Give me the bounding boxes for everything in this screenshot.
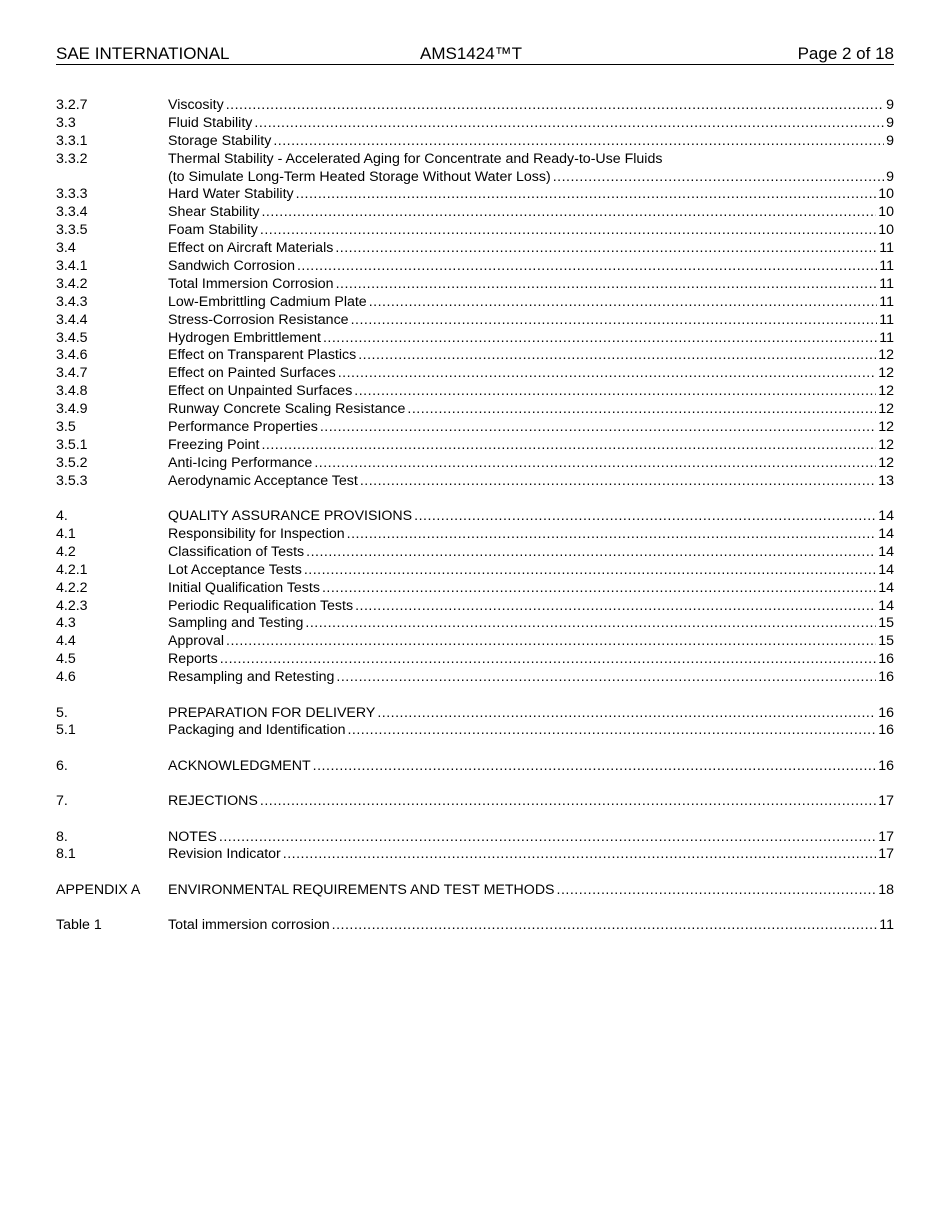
toc-entry[interactable] (56, 186, 894, 204)
toc-entry[interactable] (56, 562, 894, 580)
toc-section-number: 3.4.2 (56, 275, 88, 292)
toc-title: Anti-Icing Performance (168, 454, 313, 471)
toc-title-line (168, 186, 894, 204)
toc-title-line (168, 508, 894, 526)
toc-section-number: 4.2.3 (56, 597, 88, 614)
toc-section-number: 3.4 (56, 240, 76, 257)
toc-section-number: 3.3.2 (56, 150, 88, 167)
dot-leader (336, 276, 878, 294)
toc-entry[interactable] (56, 651, 894, 669)
toc-title-line (168, 347, 894, 365)
toc-section-number: 3.4.7 (56, 365, 88, 382)
toc-entry[interactable] (56, 401, 894, 419)
dot-leader (261, 204, 876, 222)
toc-title-line (168, 419, 894, 437)
dot-leader (305, 615, 876, 633)
org-name: SAE INTERNATIONAL (56, 44, 230, 63)
toc-page-number: 16 (878, 651, 894, 668)
toc-page-number: 15 (878, 615, 894, 632)
toc-title-line (168, 294, 894, 312)
toc-title-line (168, 793, 894, 811)
toc-entry-body (168, 793, 894, 811)
dot-leader (414, 508, 876, 526)
toc-entry[interactable] (56, 204, 894, 222)
dot-leader (332, 917, 878, 935)
toc-title: Approval (168, 633, 224, 650)
toc-title: Fluid Stability (168, 114, 253, 131)
toc-title-line (168, 580, 894, 598)
toc-page-number: 11 (879, 240, 894, 257)
toc-page-number: 11 (879, 258, 894, 275)
toc-entry[interactable] (56, 419, 894, 437)
toc-entry[interactable] (56, 633, 894, 651)
toc-entry-body (168, 633, 894, 651)
toc-page-number: 12 (878, 419, 894, 436)
toc-title: Low-Embrittling Cadmium Plate (168, 293, 367, 310)
toc-entry[interactable] (56, 97, 894, 115)
section-gap (56, 491, 894, 509)
toc-entry-body (168, 401, 894, 419)
dot-leader (358, 347, 876, 365)
toc-entry-body (168, 846, 894, 864)
toc-title-line (168, 829, 894, 847)
toc-entry-body (168, 473, 894, 491)
dot-leader (335, 240, 877, 258)
toc-page-number: 16 (878, 669, 894, 686)
toc-entry[interactable] (56, 669, 894, 687)
toc-section-number: 4.1 (56, 526, 76, 542)
toc-section-number: 3.4.8 (56, 383, 88, 400)
toc-entry[interactable] (56, 437, 894, 455)
toc-entry[interactable] (56, 882, 894, 900)
toc-entry[interactable] (56, 347, 894, 365)
toc-title: PREPARATION FOR DELIVERY (168, 704, 376, 721)
toc-title-line (168, 276, 894, 294)
toc-page-number: 16 (878, 704, 894, 721)
toc-title: Packaging and Identification (168, 722, 346, 739)
toc-page-number: 14 (878, 597, 894, 614)
toc-entry[interactable] (56, 917, 894, 935)
toc-page-number: 9 (886, 114, 894, 131)
section-gap (56, 900, 894, 918)
toc-title-line (168, 651, 894, 669)
toc-entry-body (168, 115, 894, 133)
toc-entry-body (168, 365, 894, 383)
toc-entry-body (168, 186, 894, 204)
toc-title: Revision Indicator (168, 846, 281, 863)
toc-title-line (168, 455, 894, 473)
toc-entry-body (168, 330, 894, 348)
toc-page-number: 12 (878, 383, 894, 400)
toc-title: Foam Stability (168, 222, 258, 239)
toc-title-line (168, 669, 894, 687)
toc-entry[interactable] (56, 383, 894, 401)
dot-leader (219, 829, 876, 847)
toc-title: NOTES (168, 828, 217, 845)
toc-title-line (168, 544, 894, 562)
dot-leader (355, 598, 876, 616)
toc-title: Effect on Painted Surfaces (168, 365, 336, 382)
toc-title: Freezing Point (168, 436, 260, 453)
dot-leader (407, 401, 876, 419)
toc-title: Classification of Tests (168, 543, 305, 560)
dot-leader (553, 169, 884, 187)
toc-title-line (168, 758, 894, 776)
toc-section-number: 4.2.1 (56, 561, 88, 578)
dot-leader (347, 526, 877, 544)
toc-section-number: 4.2.2 (56, 579, 88, 596)
toc-page-number: 10 (878, 204, 894, 221)
dot-leader (323, 330, 877, 348)
toc-page-number: 17 (878, 846, 894, 863)
toc-page-number: 14 (878, 526, 894, 542)
dot-leader (260, 222, 876, 240)
toc-section-number: 3.4.3 (56, 293, 88, 310)
toc-section-number: 6. (56, 757, 68, 774)
toc-title-line (168, 526, 894, 544)
toc-section-number: 3.4.5 (56, 329, 88, 346)
dot-leader (261, 437, 876, 455)
toc-page-number: 12 (878, 365, 894, 382)
toc-section-number: 3.3 (56, 114, 76, 131)
toc-page-number: 10 (878, 222, 894, 239)
toc-entry-body (168, 258, 894, 276)
dot-leader (369, 294, 878, 312)
toc-title-line (168, 240, 894, 258)
toc-title-line (168, 882, 894, 900)
toc-title-line (168, 312, 894, 330)
toc-entry-body (168, 722, 894, 740)
toc-entry-body (168, 669, 894, 687)
toc-entry[interactable] (56, 115, 894, 133)
dot-leader (320, 419, 876, 437)
section-gap (56, 740, 894, 758)
toc-title: Storage Stability (168, 132, 272, 149)
toc-entry[interactable] (56, 151, 894, 187)
toc-page-number: 9 (886, 168, 894, 185)
toc-page-number: 18 (878, 881, 894, 898)
toc-title-line (168, 562, 894, 580)
toc-entry[interactable] (56, 544, 894, 562)
toc-title-line (168, 222, 894, 240)
toc-entry[interactable] (56, 705, 894, 723)
toc-entry-body (168, 151, 894, 187)
toc-section-number: 3.4.6 (56, 347, 88, 364)
toc-title-line (168, 615, 894, 633)
toc-title: REJECTIONS (168, 793, 258, 810)
toc-page-number: 16 (878, 722, 894, 739)
toc-entry-body (168, 347, 894, 365)
toc-title-line (168, 383, 894, 401)
dot-leader (296, 186, 877, 204)
toc-title-line (168, 705, 894, 723)
toc-entry[interactable] (56, 222, 894, 240)
dot-leader (360, 473, 876, 491)
toc-entry[interactable] (56, 276, 894, 294)
toc-section-number: 3.3.4 (56, 204, 88, 221)
dot-leader (304, 562, 876, 580)
toc-section-number: 4.5 (56, 651, 76, 668)
toc-title: ACKNOWLEDGMENT (168, 757, 311, 774)
toc-entry[interactable] (56, 312, 894, 330)
toc-title: Performance Properties (168, 419, 318, 436)
toc-section-number: 5.1 (56, 722, 76, 739)
toc-page-number: 17 (878, 828, 894, 845)
toc-entry-body (168, 544, 894, 562)
toc-section-number: 3.3.3 (56, 186, 88, 203)
toc-entry-body (168, 97, 894, 115)
toc-page-number: 17 (878, 793, 894, 810)
toc-entry[interactable] (56, 598, 894, 616)
dot-leader (338, 365, 876, 383)
toc-entry[interactable] (56, 829, 894, 847)
toc-entry[interactable] (56, 508, 894, 526)
toc-entry-body (168, 240, 894, 258)
toc-entry-body (168, 598, 894, 616)
toc-section-number: 3.4.1 (56, 258, 88, 275)
toc-title: Effect on Unpainted Surfaces (168, 383, 353, 400)
toc-title-line (168, 437, 894, 455)
toc-page-number: 13 (878, 472, 894, 489)
dot-leader (297, 258, 877, 276)
toc-section-number: APPENDIX A (56, 881, 141, 898)
toc-section-number: 4. (56, 508, 68, 525)
dot-leader (226, 633, 876, 651)
toc-title: Total immersion corrosion (168, 917, 330, 934)
toc-title: Runway Concrete Scaling Resistance (168, 401, 406, 418)
toc-section-number: 3.3.1 (56, 132, 88, 149)
toc-page-number: 11 (879, 275, 894, 292)
dot-leader (557, 882, 877, 900)
section-gap (56, 864, 894, 882)
toc-page-number: 11 (879, 293, 894, 310)
toc-entry-body (168, 882, 894, 900)
toc-title: QUALITY ASSURANCE PROVISIONS (168, 508, 413, 525)
toc-title: Aerodynamic Acceptance Test (168, 472, 358, 489)
toc-entry-body (168, 133, 894, 151)
toc-title: ENVIRONMENTAL REQUIREMENTS AND TEST METHODS (168, 881, 555, 898)
toc-title: Shear Stability (168, 204, 260, 221)
page-number: Page 2 of 18 (797, 44, 894, 63)
toc-title-line (168, 365, 894, 383)
toc-section-number: 5. (56, 704, 68, 721)
toc-title: Total Immersion Corrosion (168, 275, 334, 292)
toc-entry-body (168, 383, 894, 401)
toc-title-line (168, 401, 894, 419)
page-header (56, 44, 894, 65)
toc-title-line (168, 633, 894, 651)
toc-section-number: 4.3 (56, 615, 76, 632)
toc-entry-body (168, 651, 894, 669)
toc-title: (to Simulate Long-Term Heated Storage Without Water Loss) (168, 168, 551, 185)
toc-page-number: 11 (879, 311, 894, 328)
toc-entry-body (168, 455, 894, 473)
dot-leader (273, 133, 884, 151)
toc-title-line (168, 133, 894, 151)
dot-leader (220, 651, 877, 669)
toc-title: Responsibility for Inspection (168, 526, 345, 542)
toc-entry[interactable] (56, 722, 894, 740)
toc-title: Hydrogen Embrittlement (168, 329, 321, 346)
dot-leader (347, 722, 876, 740)
table-of-contents (56, 97, 894, 935)
toc-title-line (168, 97, 894, 115)
toc-entry-body (168, 222, 894, 240)
toc-entry-body (168, 526, 894, 544)
toc-title: Periodic Requalification Tests (168, 597, 354, 614)
toc-section-number: 7. (56, 793, 68, 810)
toc-title: Sandwich Corrosion (168, 258, 295, 275)
toc-section-number: 3.5.3 (56, 472, 88, 489)
toc-title-line (168, 204, 894, 222)
toc-title-line (168, 258, 894, 276)
toc-title-line (168, 598, 894, 616)
toc-entry[interactable] (56, 330, 894, 348)
toc-section-number: 4.2 (56, 543, 76, 560)
toc-title: Hard Water Stability (168, 186, 294, 203)
toc-section-number: 3.2.7 (56, 97, 88, 113)
toc-entry[interactable] (56, 615, 894, 633)
toc-section-number: 3.4.4 (56, 311, 88, 328)
toc-page-number: 14 (878, 561, 894, 578)
toc-title: Resampling and Retesting (168, 669, 335, 686)
toc-entry-body (168, 829, 894, 847)
toc-title-line1: Thermal Stability - Accelerated Aging for Concentrate and Ready-to-Use Fluids (168, 150, 663, 167)
toc-entry[interactable] (56, 758, 894, 776)
toc-page-number: 10 (878, 186, 894, 203)
dot-leader (283, 846, 876, 864)
toc-section-number: 8. (56, 828, 68, 845)
toc-page-number: 12 (878, 454, 894, 471)
toc-page-number: 14 (878, 508, 894, 525)
toc-entry-body (168, 437, 894, 455)
toc-title-line (168, 846, 894, 864)
dot-leader (226, 97, 884, 115)
toc-entry-body (168, 580, 894, 598)
toc-page-number: 16 (878, 757, 894, 774)
toc-section-number: 8.1 (56, 846, 76, 863)
toc-entry-body (168, 276, 894, 294)
toc-title-line (168, 330, 894, 348)
toc-title: Effect on Transparent Plastics (168, 347, 357, 364)
toc-entry-body (168, 705, 894, 723)
toc-page-number: 9 (886, 97, 894, 113)
section-gap (56, 776, 894, 794)
toc-page-number: 9 (886, 132, 894, 149)
dot-leader (314, 455, 876, 473)
toc-entry-body (168, 615, 894, 633)
toc-page-number: 12 (878, 436, 894, 453)
toc-page-number: 11 (879, 917, 894, 934)
toc-title: Sampling and Testing (168, 615, 304, 632)
toc-title-line (168, 115, 894, 133)
toc-title: Stress-Corrosion Resistance (168, 311, 349, 328)
toc-section-number: 4.6 (56, 669, 76, 686)
dot-leader (351, 312, 878, 330)
toc-entry[interactable] (56, 294, 894, 312)
toc-entry[interactable] (56, 365, 894, 383)
toc-title: Initial Qualification Tests (168, 579, 320, 596)
toc-title: Effect on Aircraft Materials (168, 240, 334, 257)
dot-leader (322, 580, 876, 598)
toc-entry-body (168, 917, 894, 935)
toc-entry-body (168, 508, 894, 526)
toc-section-number: 3.5.2 (56, 454, 88, 471)
toc-entry[interactable] (56, 455, 894, 473)
toc-entry[interactable] (56, 526, 894, 544)
dot-leader (254, 115, 884, 133)
toc-entry-body (168, 294, 894, 312)
toc-section-number: 3.3.5 (56, 222, 88, 239)
toc-section-number: 3.4.9 (56, 401, 88, 418)
toc-title-line (168, 917, 894, 935)
toc-entry-body (168, 204, 894, 222)
dot-leader (354, 383, 876, 401)
toc-page-number: 14 (878, 579, 894, 596)
toc-page-number: 14 (878, 543, 894, 560)
dot-leader (336, 669, 876, 687)
dot-leader (377, 705, 876, 723)
toc-entry[interactable] (56, 580, 894, 598)
toc-entry-body (168, 312, 894, 330)
toc-title-line (168, 722, 894, 740)
toc-entry[interactable] (56, 473, 894, 491)
toc-entry[interactable] (56, 793, 894, 811)
toc-section-number: 3.5.1 (56, 436, 88, 453)
section-gap (56, 687, 894, 705)
toc-entry[interactable] (56, 846, 894, 864)
toc-entry[interactable] (56, 133, 894, 151)
toc-page-number: 12 (878, 347, 894, 364)
toc-entry[interactable] (56, 258, 894, 276)
toc-page-number: 15 (878, 633, 894, 650)
toc-section-number: Table 1 (56, 917, 102, 934)
document-id: AMS1424™T (420, 44, 523, 63)
toc-title-line (168, 169, 894, 187)
toc-title: Reports (168, 651, 218, 668)
dot-leader (306, 544, 876, 562)
toc-title-line (168, 473, 894, 491)
toc-entry-body (168, 419, 894, 437)
section-gap (56, 811, 894, 829)
toc-entry-body (168, 562, 894, 580)
toc-entry-body (168, 758, 894, 776)
toc-page-number: 11 (879, 329, 894, 346)
toc-entry[interactable] (56, 240, 894, 258)
toc-title: Viscosity (168, 97, 224, 113)
toc-title: Lot Acceptance Tests (168, 561, 302, 578)
dot-leader (313, 758, 877, 776)
toc-section-number: 3.5 (56, 419, 76, 436)
dot-leader (260, 793, 876, 811)
toc-section-number: 4.4 (56, 633, 76, 650)
toc-page-number: 12 (878, 401, 894, 418)
